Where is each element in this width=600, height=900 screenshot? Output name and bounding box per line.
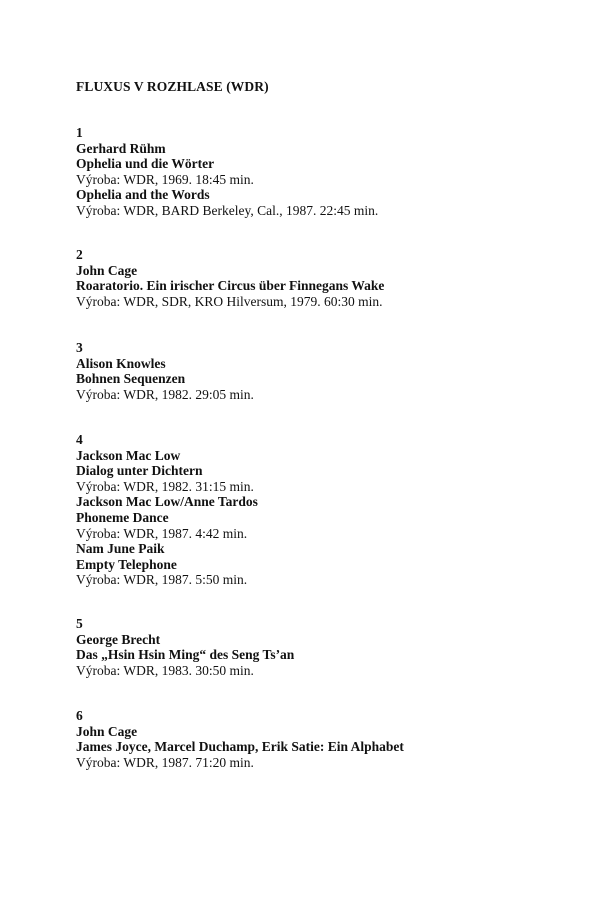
work-title: Empty Telephone (76, 556, 177, 572)
entry-3 (76, 340, 254, 402)
entry-6 (76, 708, 404, 770)
page-title: FLUXUS V ROZHLASE (WDR) (76, 79, 269, 94)
entry-number: 6 (76, 708, 83, 723)
author: Gerhard Rühm (76, 140, 166, 156)
work-title: Ophelia and the Words (76, 187, 210, 203)
production-info: Výroba: WDR, SDR, KRO Hilversum, 1979. 60:30 min. (76, 293, 383, 309)
entry-number: 4 (76, 432, 83, 447)
production-info: Výroba: WDR, 1987. 4:42 min. (76, 525, 248, 541)
work-title: Ophelia und die Wörter (76, 156, 215, 172)
author: Alison Knowles (76, 355, 166, 371)
production-info: Výroba: WDR, 1982. 29:05 min. (76, 386, 254, 402)
entry-4 (76, 432, 258, 588)
author: John Cage (76, 262, 138, 278)
production-info: Výroba: WDR, BARD Berkeley, Cal., 1987. 22:45 min. (76, 202, 379, 218)
author: John Cage (76, 723, 138, 739)
author: George Brecht (76, 631, 161, 647)
entry-5 (76, 616, 294, 678)
production-info: Výroba: WDR, 1983. 30:50 min. (76, 662, 254, 678)
work-title: Phoneme Dance (76, 509, 169, 525)
work-title: Roaratorio. Ein irischer Circus über Finnegans Wake (76, 278, 385, 294)
entry-1 (76, 125, 378, 219)
entry-number: 1 (76, 125, 83, 140)
entry-number: 5 (76, 616, 83, 631)
entry-number: 3 (76, 340, 83, 355)
entry-number: 2 (76, 247, 83, 262)
author: Jackson Mac Low (76, 447, 181, 463)
production-info: Výroba: WDR, 1987. 5:50 min. (76, 572, 248, 588)
production-info: Výroba: WDR, 1987. 71:20 min. (76, 754, 254, 770)
production-info: Výroba: WDR, 1982. 31:15 min. (76, 478, 254, 494)
work-title: Das „Hsin Hsin Ming“ des Seng Ts’an (76, 647, 295, 663)
work-title: Bohnen Sequenzen (76, 371, 186, 387)
production-info: Výroba: WDR, 1969. 18:45 min. (76, 171, 254, 187)
work-title: Dialog unter Dichtern (76, 463, 203, 479)
entry-2 (76, 247, 384, 309)
author: Jackson Mac Low/Anne Tardos (76, 494, 258, 510)
work-title: James Joyce, Marcel Duchamp, Erik Satie: Ein Alphabet (76, 739, 404, 755)
author: Nam June Paik (76, 541, 165, 557)
